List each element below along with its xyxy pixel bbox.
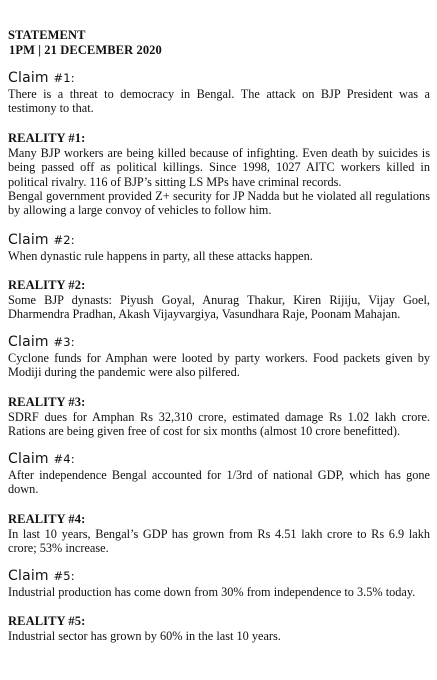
claim-1-block: [8, 70, 430, 116]
reality-5-paragraph-1: Industrial sector has grown by 60% in the last 10 years.: [8, 629, 281, 643]
claim-1-label: Claim: [8, 70, 49, 86]
claim-4-block: [8, 451, 430, 497]
reality-2-block: [8, 278, 430, 322]
reality-3-block: [8, 395, 430, 439]
claim-4-text: After independence Bengal accounted for 1/3rd of national GDP, which has gone down.: [8, 468, 430, 497]
claim-4-heading: [8, 451, 430, 468]
claim-1-text: There is a threat to democracy in Bengal. The attack on BJP President was a testimony to that.: [8, 87, 430, 116]
claim-2-heading: [8, 232, 430, 249]
reality-5-block: [8, 614, 430, 643]
claim-4-label: Claim: [8, 451, 49, 467]
reality-1-block: [8, 131, 430, 217]
claim-5-label: Claim: [8, 568, 49, 584]
claim-3-text: Cyclone funds for Amphan were looted by party workers. Food packets given by Modiji during the pandemic were also pilfered.: [8, 351, 430, 380]
reality-4-block: [8, 512, 430, 556]
claim-2-number: #2:: [53, 233, 75, 247]
claim-5-block: [8, 568, 430, 599]
claim-1-heading: [8, 70, 430, 87]
reality-2-heading: REALITY #2:: [8, 278, 86, 292]
claim-2-text: When dynastic rule happens in party, all these attacks happen.: [8, 249, 313, 263]
claim-3-block: [8, 334, 430, 380]
claim-3-heading: [8, 334, 430, 351]
claim-1-number: #1:: [53, 71, 75, 85]
reality-1-paragraph-1: Many BJP workers are being killed because of infighting. Even death by suicides is being passed off as political killings. Since 1998, 1027 AITC workers killed in political rivalry. 116 of BJP’s sitting LS MPs have criminal records.: [8, 146, 430, 189]
statement-dateline: 1PM | 21 DECEMBER 2020: [9, 43, 162, 57]
claim-5-heading: [8, 568, 430, 585]
reality-3-heading: REALITY #3:: [8, 395, 86, 409]
reality-3-paragraph-1: SDRF dues for Amphan Rs 32,310 crore, estimated damage Rs 1.02 lakh crore. Rations are being given free of cost for six months (almost 10 crore benefitted).: [8, 410, 430, 439]
reality-1-paragraph-2: Bengal government provided Z+ security for JP Nadda but he violated all regulations by allowing a large convoy of vehicles to follow him.: [8, 188, 430, 218]
claim-3-label: Claim: [8, 334, 49, 350]
claim-3-number: #3:: [53, 335, 75, 349]
statement-title: STATEMENT: [8, 28, 86, 42]
reality-4-paragraph-1: In last 10 years, Bengal’s GDP has grown from Rs 4.51 lakh crore to Rs 6.9 lakh crore; 53% increase.: [8, 527, 430, 556]
reality-4-heading: REALITY #4:: [8, 512, 86, 526]
claim-5-text: Industrial production has come down from 30% from independence to 3.5% today.: [8, 585, 416, 599]
reality-5-heading: REALITY #5:: [8, 614, 86, 628]
claim-4-number: #4:: [53, 452, 75, 466]
reality-2-paragraph-1: Some BJP dynasts: Piyush Goyal, Anurag Thakur, Kiren Rijiju, Vijay Goel, Dharmendra Pradhan, Akash Vijayvargiya, Vasundhara Raje, Poonam Mahajan.: [8, 293, 430, 322]
claim-5-number: #5:: [53, 569, 75, 583]
reality-1-heading: REALITY #1:: [8, 131, 86, 145]
statement-header: [8, 28, 428, 58]
claim-2-label: Claim: [8, 232, 49, 248]
claim-2-block: [8, 232, 430, 263]
